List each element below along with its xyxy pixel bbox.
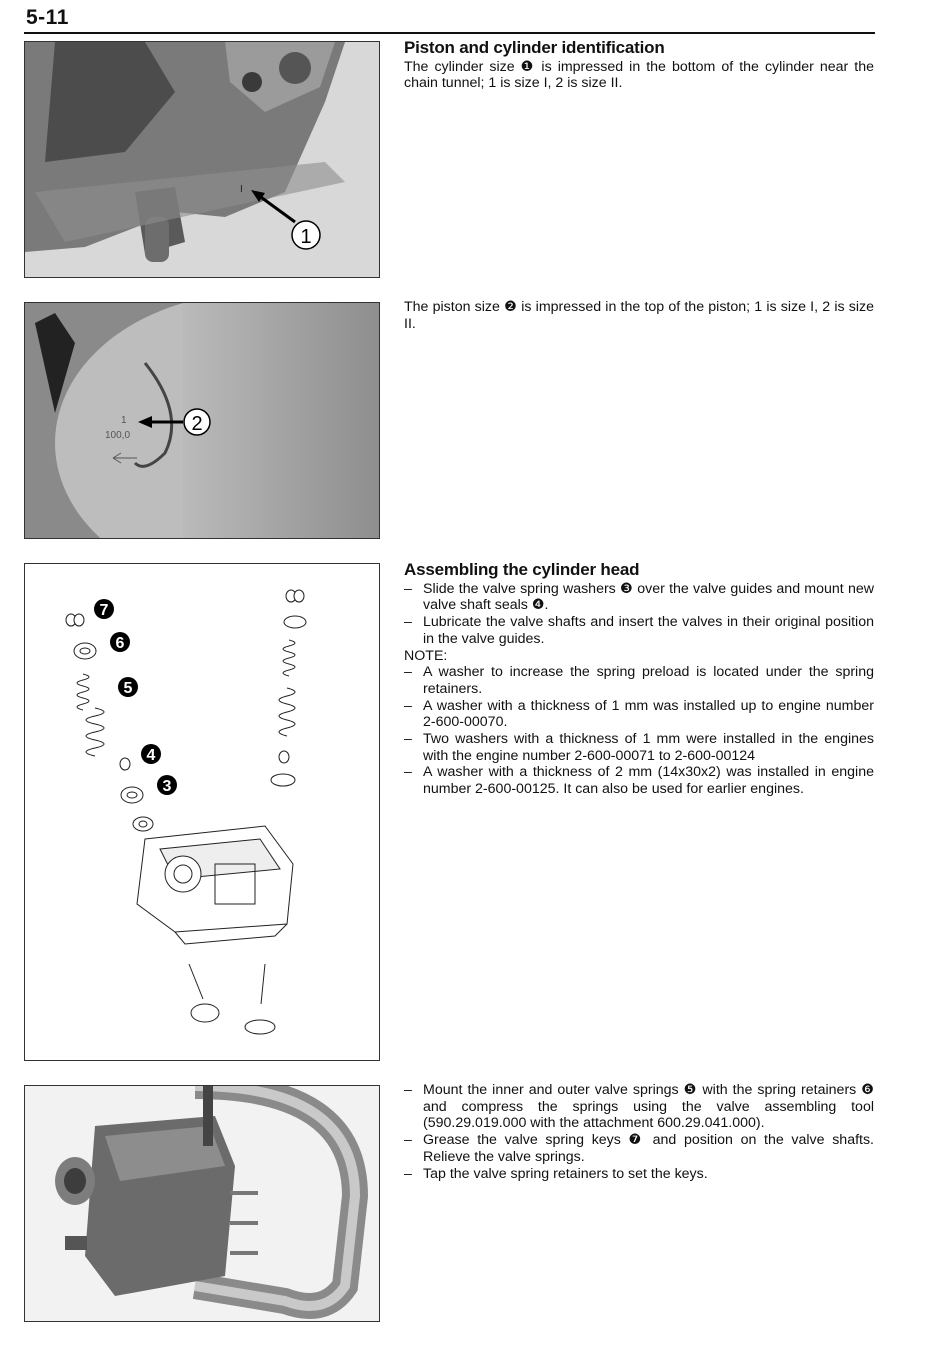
valve-spring-tool-photo — [24, 1085, 380, 1322]
cylinder-head-exploded-drawing — [24, 563, 380, 1061]
piston-mark-line2: 100,0 — [105, 430, 131, 441]
notes-list — [404, 664, 874, 798]
piston-photo — [24, 302, 380, 539]
spring-steps-list — [404, 1082, 874, 1182]
exploded-view-illustration — [25, 564, 379, 1060]
cylinder-photo — [24, 41, 380, 278]
list-item: – Grease the valve spring keys ❼ and position on the valve shafts. Relieve the valve springs. — [404, 1132, 874, 1165]
callout-7: 7 — [99, 602, 109, 619]
list-item: – Mount the inner and outer valve springs ❺ with the spring retainers ❻ and compress the springs using the valve assembling tool (590.29.019.000 with the attachment 600.29.041.000). — [404, 1082, 874, 1132]
note-label: NOTE: — [404, 647, 448, 664]
callout-6: 6 — [115, 635, 125, 652]
callout-1: 1 — [300, 226, 312, 248]
callout-3: 3 — [162, 778, 172, 795]
valve-tool-illustration — [25, 1086, 379, 1321]
list-item: – A washer to increase the spring preload is located under the spring retainers. — [404, 664, 874, 697]
assembly-steps-list — [404, 581, 874, 648]
page-number: 5-11 — [26, 6, 69, 29]
section-title-identification: Piston and cylinder identification — [404, 38, 665, 57]
callout-4: 4 — [146, 747, 156, 764]
piston-illustration — [25, 303, 379, 538]
piston-size-paragraph: The piston size ❷ is impressed in the top of the piston; 1 is size I, 2 is size II. — [404, 299, 874, 332]
section-title-assembling: Assembling the cylinder head — [404, 560, 640, 579]
list-item: – A washer with a thickness of 1 mm was installed up to engine number 2-600-00070. — [404, 698, 874, 731]
list-item: – A washer with a thickness of 2 mm (14x30x2) was installed in engine number 2-600-00125. It can also be used for earlier engines. — [404, 764, 874, 797]
list-item: – Slide the valve spring washers ❸ over the valve guides and mount new valve shaft seals ❹. — [404, 581, 874, 614]
cylinder-size-mark: I — [240, 184, 243, 195]
header-rule — [24, 32, 875, 34]
callout-5: 5 — [123, 680, 133, 697]
cylinder-illustration — [25, 42, 379, 277]
list-item: – Tap the valve spring retainers to set the keys. — [404, 1166, 874, 1183]
list-item: – Two washers with a thickness of 1 mm were installed in the engines with the engine number 2-600-00071 to 2-600-00124 — [404, 731, 874, 764]
piston-mark-line1: 1 — [121, 415, 127, 426]
cylinder-size-paragraph: The cylinder size ❶ is impressed in the bottom of the cylinder near the chain tunnel; 1 is size I, 2 is size II. — [404, 58, 874, 92]
callout-2: 2 — [191, 413, 203, 435]
list-item: – Lubricate the valve shafts and insert the valves in their original position in the valve guides. — [404, 614, 874, 647]
